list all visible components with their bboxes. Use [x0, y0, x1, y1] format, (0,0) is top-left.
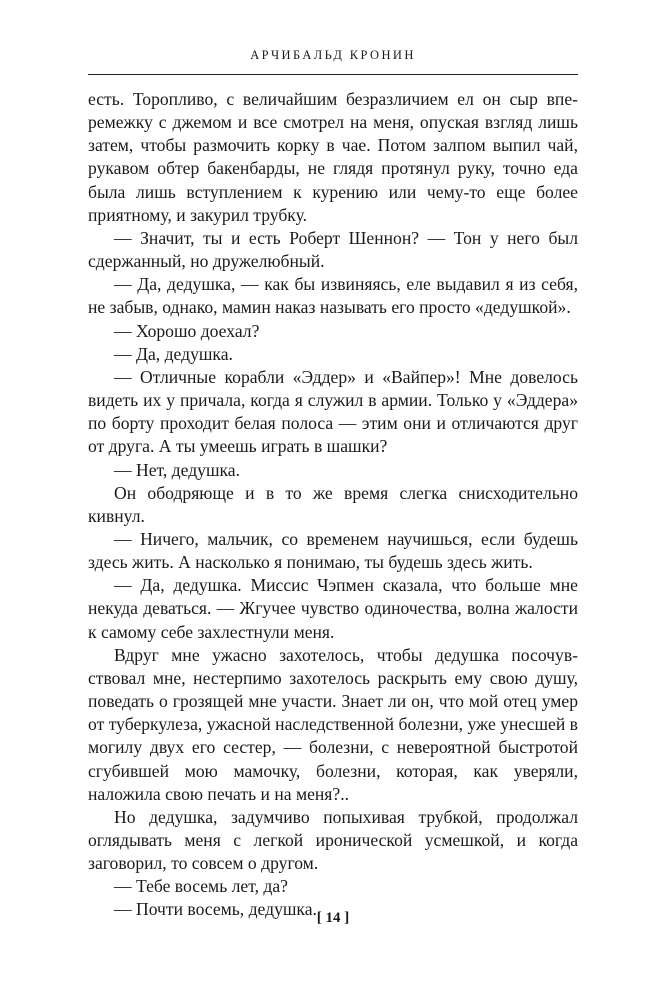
running-header: АРЧИБАЛЬД КРОНИН: [250, 48, 416, 62]
paragraph: — Да, дедушка, — как бы извиняясь, еле выдавил я из себя, не забыв, однако, мамин наказ называть его просто «дедушкой».: [88, 274, 578, 318]
paragraph: Но дедушка, задумчиво попыхивая трубкой, продолжал оглядывать меня с легкой иронической усмешкой, и когда заговорил, то совсем о другом.: [88, 806, 578, 874]
paragraph: — Тебе восемь лет, да?: [114, 876, 288, 897]
paragraph: — Да, дедушка. Миссис Чэпмен сказала, что больше мне некуда деваться. — Жгучее чувство одиночества, волна жалости к самому себе захлестнули меня.: [88, 575, 578, 642]
body-text: [88, 88, 578, 922]
header-rule: [88, 74, 578, 75]
paragraph: — Значит, ты и есть Роберт Шеннон? — Тон у него был сдержанный, но дружелюбный.: [88, 227, 578, 272]
page-number: [ 14 ]: [316, 910, 350, 926]
paragraph: — Отличные корабли «Эддер» и «Вайпер»! Мне довелось видеть их у причала, когда я служил в армии. Только у «Эддера» по борту проходит белая полоса — этим они и отличаются друг от друга. А ты умеешь играть в шашки?: [88, 366, 578, 457]
paragraph: Вдруг мне ужасно захотелось, чтобы дедушка посочувствовал мне, нестерпимо захотелось раскрыть ему свою душу, поведать о грозящей мне участи. Знает ли он, что мой отец умер от туберкулеза, ужасной наследственной болезни, уже унесшей в могилу двух его сестер, — болезни, с невероятной быстротой сгубившей мою мамочку, болезни, которая, как уверяли, наложила свою печать и на меня?..: [88, 644, 578, 804]
paragraph: — Хорошо доехал?: [114, 320, 260, 341]
paragraph: — Ничего, мальчик, со временем научишься, если будешь здесь жить. А насколько я понимаю, ты будешь здесь жить.: [88, 528, 578, 573]
paragraph: — Нет, дедушка.: [114, 459, 240, 480]
paragraph: Он ободряюще и в то же время слегка снисходительно кивнул.: [88, 482, 578, 526]
paragraph: — Да, дедушка.: [114, 343, 233, 364]
paragraph: — Почти восемь, дедушка.: [114, 899, 317, 920]
paragraph: есть. Торопливо, с величайшим безразличием ел он сыр вперемежку с джемом и все смотрел на меня, опуская взгляд лишь затем, чтобы размочить корку в чае. Потом залпом выпил чай, рукавом обтер бакенбарды, не глядя протянул руку, точно еда была лишь вступлением к курению или чему-то еще более приятному, и закурил трубку.: [88, 89, 578, 225]
